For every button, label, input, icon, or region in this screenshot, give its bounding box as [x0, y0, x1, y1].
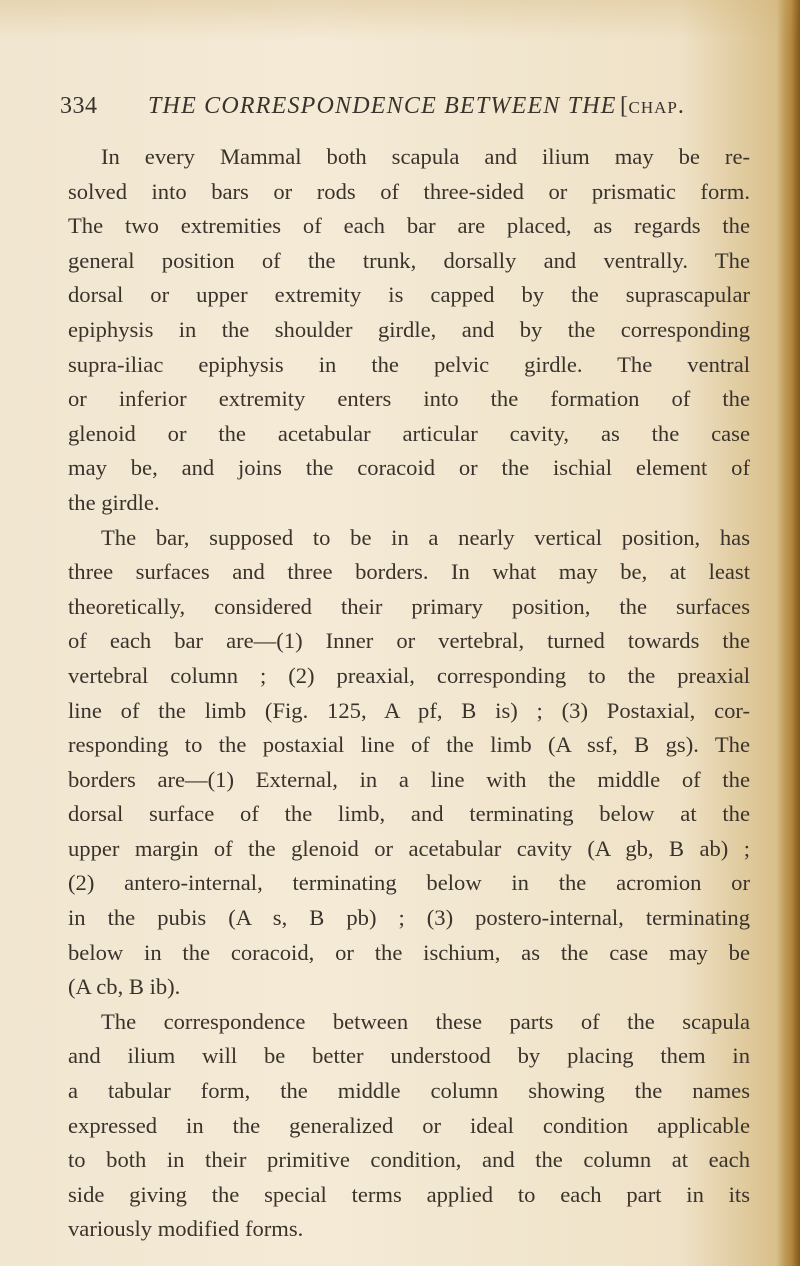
text-line: borders are—(1) External, in a line with the middle of the: [68, 766, 750, 792]
text-line: the girdle.: [68, 489, 160, 515]
text-line: The bar, supposed to be in a nearly vertical position, has: [101, 524, 750, 550]
running-header: [60, 93, 750, 123]
text-line: general position of the trunk, dorsally and ventrally. The: [68, 247, 750, 273]
text-line: expressed in the generalized or ideal condition applicable: [68, 1112, 750, 1138]
text-line: or inferior extremity enters into the formation of the: [68, 386, 750, 412]
text-line: responding to the postaxial line of the limb (A ssf, B gs). The: [68, 732, 750, 758]
text-line: glenoid or the acetabular articular cavity, as the case: [68, 420, 750, 446]
text-line: in the pubis (A s, B pb) ; (3) postero-internal, terminating: [68, 905, 750, 931]
text-line: variously modified forms.: [68, 1216, 304, 1242]
text-line: side giving the special terms applied to each part in its: [68, 1181, 750, 1207]
text-line: vertebral column ; (2) preaxial, corresponding to the preaxial: [68, 662, 750, 688]
body-text: [68, 140, 750, 1247]
page-number: 334: [60, 93, 98, 119]
chapter-label: chap.: [628, 93, 685, 119]
text-line: supra-iliac epiphysis in the pelvic girdle. The ventral: [68, 351, 750, 377]
text-line: and ilium will be better understood by placing them in: [68, 1043, 750, 1069]
text-line: may be, and joins the coracoid or the ischial element of: [68, 455, 750, 481]
text-line: three surfaces and three borders. In what may be, at least: [68, 559, 750, 585]
text-line: (A cb, B ib).: [68, 974, 181, 1000]
text-line: solved into bars or rods of three-sided or prismatic form.: [68, 178, 750, 204]
text-line: (2) antero-internal, terminating below in the acromion or: [68, 870, 750, 896]
text-line: The two extremities of each bar are placed, as regards the: [68, 213, 750, 239]
page-top-shade: [0, 0, 800, 40]
text-line: dorsal or upper extremity is capped by the suprascapular: [68, 282, 750, 308]
chapter-mark: [620, 93, 685, 120]
text-line: In every Mammal both scapula and ilium may be re-: [101, 144, 750, 169]
text-line: to both in their primitive condition, and the column at each: [68, 1147, 750, 1173]
running-title: THE CORRESPONDENCE BETWEEN THE: [148, 93, 617, 119]
text-line: a tabular form, the middle column showing the names: [68, 1078, 750, 1104]
text-line: theoretically, considered their primary position, the surfaces: [68, 593, 750, 619]
page-edge-shade: [778, 0, 800, 1266]
text-line: dorsal surface of the limb, and terminating below at the: [68, 801, 750, 827]
text-line: below in the coracoid, or the ischium, as the case may be: [68, 939, 750, 965]
chapter-bracket: [: [620, 93, 629, 119]
text-line: line of the limb (Fig. 125, A pf, B is) ; (3) Postaxial, cor-: [68, 697, 750, 723]
text-line: of each bar are—(1) Inner or vertebral, turned towards the: [68, 628, 750, 654]
text-line: upper margin of the glenoid or acetabular cavity (A gb, B ab) ;: [68, 835, 750, 861]
text-line: The correspondence between these parts of the scapula: [101, 1008, 750, 1034]
text-line: epiphysis in the shoulder girdle, and by the corresponding: [68, 316, 750, 342]
